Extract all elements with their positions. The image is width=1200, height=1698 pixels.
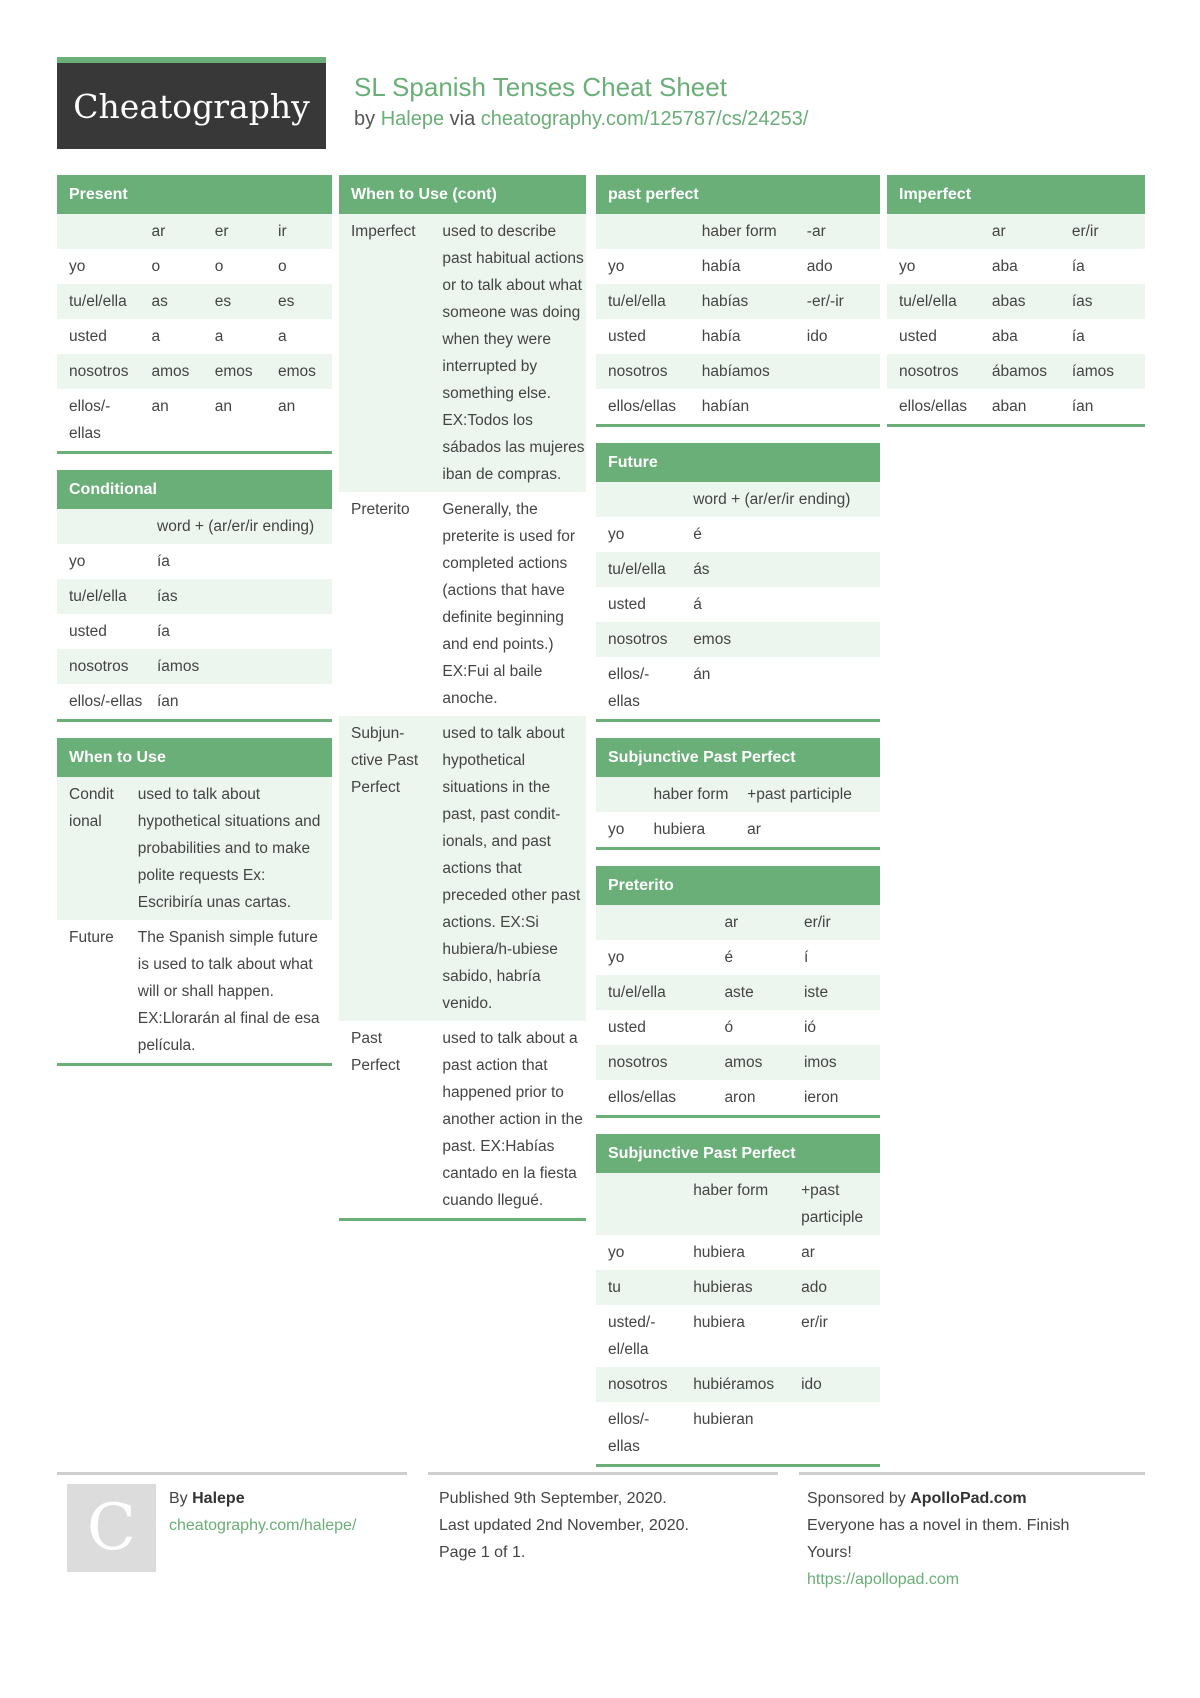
table-row (596, 1173, 880, 1235)
column-4 (887, 175, 1145, 443)
table-cell: habían (690, 389, 795, 424)
footer-author-block (169, 1485, 356, 1539)
table-row (57, 249, 332, 284)
table-cell: used to talk about a past action that happened prior to another action in the past. EX:Habías cantado en la fiesta cuando llegué. (430, 1021, 586, 1218)
table-cell: usted (57, 614, 145, 649)
table-row (596, 389, 880, 424)
table-cell: imos (792, 1045, 880, 1080)
sponsor-prefix: Sponsored by (807, 1490, 906, 1507)
table-cell: ellos/-ellas (596, 1402, 681, 1464)
when-to-use-cont-section (339, 175, 586, 1221)
table-row (596, 657, 880, 719)
table-cell: er/ir (792, 905, 880, 940)
table-cell: emos (203, 354, 266, 389)
table-row (887, 284, 1145, 319)
table-row (596, 975, 880, 1010)
table-row (596, 1402, 880, 1464)
table-cell: ido (795, 319, 880, 354)
table-cell: ellos/-ellas (57, 389, 140, 451)
table-cell: yo (596, 940, 712, 975)
table-cell: hubiera (641, 812, 735, 847)
table-cell: nosotros (596, 354, 690, 389)
table-cell: ías (145, 579, 332, 614)
table-cell: hubieran (681, 1402, 789, 1464)
table-cell: Past Perfect (339, 1021, 430, 1218)
table-row (339, 716, 586, 1021)
table-cell (795, 389, 880, 424)
cheatography-logo[interactable] (57, 57, 326, 149)
table-cell: nosotros (596, 622, 681, 657)
table-cell: ar (712, 905, 792, 940)
table-row (57, 579, 332, 614)
table-cell (596, 214, 690, 249)
table-cell: hubiera (681, 1235, 789, 1270)
table-cell: ellos/ellas (596, 1080, 712, 1115)
table-cell: nosotros (596, 1045, 712, 1080)
table-cell: yo (596, 517, 681, 552)
table-cell: án (681, 657, 880, 719)
by-prefix: by (354, 108, 376, 130)
table-cell: +past participle (789, 1173, 880, 1235)
table-row (887, 354, 1145, 389)
table-cell (596, 482, 681, 517)
table-row (596, 1367, 880, 1402)
table-cell: used to talk about hypothetical situations in the past, past condit-ionals, and past actions that preceded other past actions. EX:Si hubiera/h-ubiese sabido, habría venido. (430, 716, 586, 1021)
table-cell: haber form (681, 1173, 789, 1235)
table-row (596, 517, 880, 552)
table-cell: o (203, 249, 266, 284)
footer-divider (799, 1472, 1145, 1475)
table-row (57, 649, 332, 684)
table-cell: es (203, 284, 266, 319)
table-cell: ía (1060, 319, 1145, 354)
section-title: Preterito (596, 866, 880, 905)
table-row (57, 214, 332, 249)
table-row (57, 389, 332, 451)
table-row (57, 284, 332, 319)
column-3 (596, 175, 880, 1483)
table-row (596, 214, 880, 249)
table-cell: usted (596, 1010, 712, 1045)
table-cell: an (203, 389, 266, 451)
table-cell: amos (712, 1045, 792, 1080)
table-row (596, 1045, 880, 1080)
table-cell: yo (596, 249, 690, 284)
column-2 (339, 175, 586, 1237)
past-perfect-table (596, 214, 880, 424)
when-to-use-cont-table (339, 214, 586, 1218)
table-cell: o (266, 249, 332, 284)
table-cell: ar (789, 1235, 880, 1270)
updated-date: Last updated 2nd November, 2020. (439, 1517, 689, 1534)
table-cell: emos (266, 354, 332, 389)
table-row (57, 319, 332, 354)
table-cell: yo (57, 544, 145, 579)
section-title: Future (596, 443, 880, 482)
section-title: When to Use (cont) (339, 175, 586, 214)
present-table (57, 214, 332, 451)
page-count: Page 1 of 1. (439, 1544, 526, 1561)
table-row (596, 249, 880, 284)
table-cell: Imperfect (339, 214, 430, 492)
table-cell: ás (681, 552, 880, 587)
table-cell: aste (712, 975, 792, 1010)
table-cell: tu/el/ella (887, 284, 980, 319)
table-cell: word + (ar/er/ir ending) (681, 482, 880, 517)
table-cell: aron (712, 1080, 792, 1115)
table-cell: er/ir (1060, 214, 1145, 249)
section-title: Imperfect (887, 175, 1145, 214)
section-title: Subjunctive Past Perfect (596, 1134, 880, 1173)
table-cell: yo (57, 249, 140, 284)
table-cell: -ar (795, 214, 880, 249)
table-cell: ábamos (980, 354, 1060, 389)
section-title: When to Use (57, 738, 332, 777)
table-row (887, 214, 1145, 249)
table-cell: ado (789, 1270, 880, 1305)
byline (354, 108, 808, 131)
table-row (887, 319, 1145, 354)
section-title: Conditional (57, 470, 332, 509)
past-perfect-section (596, 175, 880, 427)
table-cell (795, 354, 880, 389)
table-row (596, 777, 880, 812)
table-row (339, 1021, 586, 1218)
author-link[interactable]: Halepe (380, 108, 445, 130)
sheet-url-link[interactable]: cheatography.com/125787/cs/24253/ (480, 108, 809, 130)
table-cell: usted (887, 319, 980, 354)
table-cell: íamos (1060, 354, 1145, 389)
table-row (596, 812, 880, 847)
table-cell: aban (980, 389, 1060, 424)
when-to-use-table (57, 777, 332, 1063)
table-cell: había (690, 249, 795, 284)
table-cell: tu/el/ella (596, 975, 712, 1010)
table-row (57, 920, 332, 1063)
table-row (887, 389, 1145, 424)
table-cell: haber form (690, 214, 795, 249)
footer-author: Halepe (192, 1490, 245, 1507)
table-cell: Future (57, 920, 126, 1063)
logo-text: Cheatography (73, 86, 310, 126)
table-row (57, 614, 332, 649)
table-row (596, 1235, 880, 1270)
table-cell: é (681, 517, 880, 552)
column-1 (57, 175, 332, 1082)
table-cell: ía (145, 544, 332, 579)
table-cell: nosotros (596, 1367, 681, 1402)
table-row (596, 1080, 880, 1115)
table-row (57, 509, 332, 544)
table-row (596, 319, 880, 354)
table-cell: ado (795, 249, 880, 284)
footer-divider (428, 1472, 778, 1475)
footer-divider (57, 1472, 407, 1475)
table-cell: The Spanish simple future is used to talk about what will or shall happen. EX:Llorarán al final de esa película. (126, 920, 332, 1063)
table-cell: á (681, 587, 880, 622)
table-row (596, 622, 880, 657)
table-cell: ía (145, 614, 332, 649)
table-cell: Generally, the preterite is used for completed actions (actions that have definite beginning and end points.) EX:Fui al baile anoche. (430, 492, 586, 716)
table-cell: ellos/-ellas (57, 684, 145, 719)
section-title: Present (57, 175, 332, 214)
table-row (57, 777, 332, 920)
preterito-table (596, 905, 880, 1115)
subjunctive-past-perfect-section-2 (596, 1134, 880, 1467)
table-row (57, 684, 332, 719)
sponsor-text: Everyone has a novel in them. Finish Yours! (807, 1517, 1070, 1561)
table-cell (57, 509, 145, 544)
table-cell: ías (1060, 284, 1145, 319)
table-cell (57, 214, 140, 249)
future-table (596, 482, 880, 719)
table-cell: usted (596, 587, 681, 622)
table-cell: ó (712, 1010, 792, 1045)
table-cell: ieron (792, 1080, 880, 1115)
subjunctive-past-perfect-section-1 (596, 738, 880, 850)
table-cell: é (712, 940, 792, 975)
table-row (596, 940, 880, 975)
sponsor-name[interactable]: ApolloPad.com (910, 1490, 1027, 1507)
footer-by-prefix: By (169, 1490, 188, 1507)
table-cell: íamos (145, 649, 332, 684)
published-date: Published 9th September, 2020. (439, 1490, 667, 1507)
table-cell: usted (596, 319, 690, 354)
footer-sponsor-block (807, 1485, 1107, 1593)
imperfect-table (887, 214, 1145, 424)
table-cell: Preterito (339, 492, 430, 716)
table-row (596, 284, 880, 319)
footer-logo (67, 1484, 156, 1572)
table-cell: tu/el/ella (57, 284, 140, 319)
future-section (596, 443, 880, 722)
table-cell: emos (681, 622, 880, 657)
table-cell: used to describe past habitual actions or to talk about what someone was doing when they were interrupted by something else. EX:Todos los sábados las mujeres iban de compras. (430, 214, 586, 492)
table-cell: +past participle (735, 777, 880, 812)
table-row (596, 1305, 880, 1367)
table-cell: iste (792, 975, 880, 1010)
table-cell: í (792, 940, 880, 975)
table-cell: used to talk about hypothetical situations and probabilities and to make polite requests Ex: Escribiría unas cartas. (126, 777, 332, 920)
table-cell: hubiéramos (681, 1367, 789, 1402)
table-row (596, 587, 880, 622)
table-row (596, 1010, 880, 1045)
table-cell: an (140, 389, 203, 451)
table-cell: as (140, 284, 203, 319)
footer-dates-block (439, 1485, 689, 1566)
when-to-use-section (57, 738, 332, 1066)
present-section (57, 175, 332, 454)
table-cell: tu/el/ella (596, 552, 681, 587)
table-cell: word + (ar/er/ir ending) (145, 509, 332, 544)
table-cell: yo (887, 249, 980, 284)
table-cell: yo (596, 812, 641, 847)
table-cell: habíamos (690, 354, 795, 389)
table-cell: a (266, 319, 332, 354)
subjunctive-past-perfect-table-1 (596, 777, 880, 847)
table-cell (596, 1173, 681, 1235)
table-cell: tu (596, 1270, 681, 1305)
table-cell: amos (140, 354, 203, 389)
section-title: Subjunctive Past Perfect (596, 738, 880, 777)
table-cell: tu/el/ella (57, 579, 145, 614)
table-cell: hubieras (681, 1270, 789, 1305)
table-row (596, 905, 880, 940)
table-cell: Subjun-ctive Past Perfect (339, 716, 430, 1021)
table-cell: o (140, 249, 203, 284)
table-cell: ar (980, 214, 1060, 249)
table-cell: -er/-ir (795, 284, 880, 319)
table-row (596, 354, 880, 389)
conditional-section (57, 470, 332, 722)
table-cell: nosotros (887, 354, 980, 389)
table-cell: abas (980, 284, 1060, 319)
table-cell: ellos/ellas (887, 389, 980, 424)
table-cell: ía (1060, 249, 1145, 284)
table-cell: es (266, 284, 332, 319)
table-cell: ían (1060, 389, 1145, 424)
footer-author-link[interactable]: cheatography.com/halepe/ (169, 1517, 357, 1534)
table-cell (596, 905, 712, 940)
table-cell (789, 1402, 880, 1464)
table-row (887, 249, 1145, 284)
table-cell: ellos/-ellas (596, 657, 681, 719)
table-cell: er (203, 214, 266, 249)
table-cell: Condit ional (57, 777, 126, 920)
table-row (339, 214, 586, 492)
table-cell: usted (57, 319, 140, 354)
table-row (57, 354, 332, 389)
table-cell: ar (735, 812, 880, 847)
table-row (57, 544, 332, 579)
table-cell: haber form (641, 777, 735, 812)
table-cell: ar (140, 214, 203, 249)
table-cell: tu/el/ella (596, 284, 690, 319)
preterito-section (596, 866, 880, 1118)
table-cell: nosotros (57, 649, 145, 684)
table-cell: a (140, 319, 203, 354)
table-cell: habías (690, 284, 795, 319)
table-cell: hubiera (681, 1305, 789, 1367)
subjunctive-past-perfect-table-2 (596, 1173, 880, 1464)
table-cell: nosotros (57, 354, 140, 389)
table-cell: usted/-el/ella (596, 1305, 681, 1367)
table-row (596, 1270, 880, 1305)
table-cell: a (203, 319, 266, 354)
table-cell: ió (792, 1010, 880, 1045)
table-cell: ellos/ellas (596, 389, 690, 424)
sponsor-link[interactable]: https://apollopad.com (807, 1571, 960, 1588)
table-cell: an (266, 389, 332, 451)
via-text: via (449, 108, 476, 130)
table-cell: yo (596, 1235, 681, 1270)
conditional-table (57, 509, 332, 719)
table-row (596, 482, 880, 517)
table-cell: aba (980, 319, 1060, 354)
section-title: past perfect (596, 175, 880, 214)
table-cell: er/ir (789, 1305, 880, 1367)
imperfect-section (887, 175, 1145, 427)
table-cell: ido (789, 1367, 880, 1402)
table-row (339, 492, 586, 716)
footer-logo-letter: C (87, 1491, 136, 1565)
table-row (596, 552, 880, 587)
table-cell: aba (980, 249, 1060, 284)
table-cell (596, 777, 641, 812)
table-cell (887, 214, 980, 249)
table-cell: ían (145, 684, 332, 719)
page-title: SL Spanish Tenses Cheat Sheet (354, 72, 727, 102)
table-cell: había (690, 319, 795, 354)
table-cell: ir (266, 214, 332, 249)
